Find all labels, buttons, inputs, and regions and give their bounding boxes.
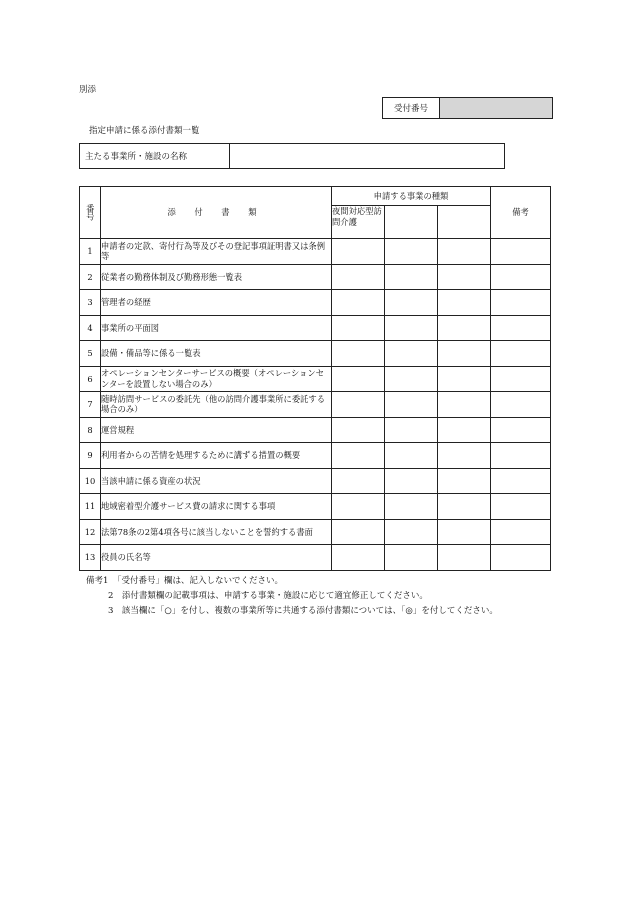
row-remarks-cell[interactable] [491, 443, 551, 469]
row-kind-2-cell[interactable] [385, 264, 438, 290]
row-remarks-cell[interactable] [491, 315, 551, 341]
note-2 [86, 589, 552, 604]
row-kind-1-cell[interactable] [332, 545, 385, 571]
facility-name-field[interactable] [230, 144, 504, 168]
facility-name-box [79, 143, 505, 169]
row-remarks-cell[interactable] [491, 417, 551, 443]
row-kind-3-cell[interactable] [438, 468, 491, 494]
row-kind-2-cell[interactable] [385, 443, 438, 469]
row-number: 13 [80, 545, 101, 571]
header-kind-1: 夜間対応型訪問介護 [332, 206, 385, 239]
row-kind-1-cell[interactable] [332, 417, 385, 443]
row-kind-1-cell[interactable] [332, 366, 385, 392]
table-row [80, 443, 551, 469]
table-row [80, 545, 551, 571]
table-row [80, 341, 551, 367]
row-number: 4 [80, 315, 101, 341]
row-kind-3-cell[interactable] [438, 545, 491, 571]
row-kind-3-cell[interactable] [438, 392, 491, 418]
row-kind-1-cell[interactable] [332, 315, 385, 341]
row-kind-2-cell[interactable] [385, 494, 438, 520]
table-row [80, 366, 551, 392]
row-document: 法第78条の2第4項各号に該当しないことを誓約する書面 [101, 519, 332, 545]
row-kind-1-cell[interactable] [332, 519, 385, 545]
row-kind-2-cell[interactable] [385, 519, 438, 545]
row-document: 設備・備品等に係る一覧表 [101, 341, 332, 367]
note-1 [86, 574, 552, 589]
row-kind-2-cell[interactable] [385, 366, 438, 392]
header-number: 番号 [80, 187, 101, 239]
row-number: 10 [80, 468, 101, 494]
row-kind-3-cell[interactable] [438, 290, 491, 316]
header-document: 添 付 書 類 [101, 187, 332, 239]
notes [86, 574, 552, 619]
receipt-number-field[interactable] [440, 98, 552, 118]
row-kind-1-cell[interactable] [332, 494, 385, 520]
row-kind-3-cell[interactable] [438, 366, 491, 392]
row-kind-1-cell[interactable] [332, 392, 385, 418]
row-remarks-cell[interactable] [491, 545, 551, 571]
row-remarks-cell[interactable] [491, 264, 551, 290]
header-kind-3 [438, 206, 491, 239]
row-kind-3-cell[interactable] [438, 315, 491, 341]
row-document: 随時訪問サービスの委託先（他の訪問介護事業所に委託する場合のみ） [101, 392, 332, 418]
row-kind-2-cell[interactable] [385, 315, 438, 341]
row-document: 申請者の定款、寄付行為等及びその登記事項証明書又は条例等 [101, 239, 332, 265]
table-row [80, 315, 551, 341]
row-document: 利用者からの苦情を処理するために講ずる措置の概要 [101, 443, 332, 469]
row-remarks-cell[interactable] [491, 290, 551, 316]
row-number: 7 [80, 392, 101, 418]
row-kind-1-cell[interactable] [332, 264, 385, 290]
row-document: 管理者の経歴 [101, 290, 332, 316]
row-document: 事業所の平面図 [101, 315, 332, 341]
header-kind-2 [385, 206, 438, 239]
row-kind-2-cell[interactable] [385, 239, 438, 265]
row-kind-3-cell[interactable] [438, 239, 491, 265]
row-document: 運営規程 [101, 417, 332, 443]
row-remarks-cell[interactable] [491, 519, 551, 545]
receipt-number-label: 受付番号 [383, 98, 440, 118]
row-number: 1 [80, 239, 101, 265]
row-number: 9 [80, 443, 101, 469]
receipt-number-box [382, 97, 553, 119]
note-3-text: 3 該当欄に「○」を付し、複数の事業所等に共通する添付書類については、「◎」を付してください。 [108, 606, 498, 616]
row-number: 5 [80, 341, 101, 367]
row-kind-1-cell[interactable] [332, 239, 385, 265]
facility-name-label: 主たる事業所・施設の名称 [80, 144, 230, 168]
row-kind-1-cell[interactable] [332, 290, 385, 316]
row-document: 役員の氏名等 [101, 545, 332, 571]
row-kind-1-cell[interactable] [332, 341, 385, 367]
note-1-text: 「受付番号」欄は、記入しないでください。 [113, 576, 284, 586]
document-title: 指定申請に係る添付書類一覧 [89, 126, 200, 136]
row-kind-2-cell[interactable] [385, 341, 438, 367]
table-row [80, 392, 551, 418]
table-row [80, 417, 551, 443]
table-row [80, 239, 551, 265]
row-kind-2-cell[interactable] [385, 468, 438, 494]
row-number: 2 [80, 264, 101, 290]
row-kind-2-cell[interactable] [385, 545, 438, 571]
row-remarks-cell[interactable] [491, 494, 551, 520]
row-kind-3-cell[interactable] [438, 494, 491, 520]
row-document: オペレーションセンターサービスの概要（オペレーションセンターを設置しない場合のみ） [101, 366, 332, 392]
row-number: 11 [80, 494, 101, 520]
row-kind-3-cell[interactable] [438, 264, 491, 290]
header-service-kinds: 申請する事業の種類 [332, 187, 491, 206]
row-number: 12 [80, 519, 101, 545]
row-kind-2-cell[interactable] [385, 417, 438, 443]
row-number: 3 [80, 290, 101, 316]
row-document: 当該申請に係る資産の状況 [101, 468, 332, 494]
row-kind-1-cell[interactable] [332, 443, 385, 469]
header-remarks: 備考 [491, 187, 551, 239]
row-remarks-cell[interactable] [491, 392, 551, 418]
row-kind-3-cell[interactable] [438, 519, 491, 545]
attachment-table [79, 186, 551, 571]
row-remarks-cell[interactable] [491, 341, 551, 367]
table-row [80, 264, 551, 290]
table-row [80, 290, 551, 316]
row-kind-3-cell[interactable] [438, 341, 491, 367]
table-row [80, 494, 551, 520]
row-number: 8 [80, 417, 101, 443]
note-head: 備考1 [86, 576, 109, 586]
row-document: 従業者の勤務体制及び勤務形態一覧表 [101, 264, 332, 290]
row-kind-3-cell[interactable] [438, 417, 491, 443]
annex-label: 別添 [79, 85, 97, 95]
table-row [80, 468, 551, 494]
table-row [80, 519, 551, 545]
row-remarks-cell[interactable] [491, 366, 551, 392]
row-remarks-cell[interactable] [491, 239, 551, 265]
note-3 [86, 604, 552, 619]
row-remarks-cell[interactable] [491, 468, 551, 494]
row-kind-2-cell[interactable] [385, 290, 438, 316]
row-kind-2-cell[interactable] [385, 392, 438, 418]
row-kind-3-cell[interactable] [438, 443, 491, 469]
note-2-text: 2 添付書類欄の記載事項は、申請する事業・施設に応じて適宜修正してください。 [108, 591, 428, 601]
row-document: 地域密着型介護サービス費の請求に関する事項 [101, 494, 332, 520]
row-number: 6 [80, 366, 101, 392]
row-kind-1-cell[interactable] [332, 468, 385, 494]
